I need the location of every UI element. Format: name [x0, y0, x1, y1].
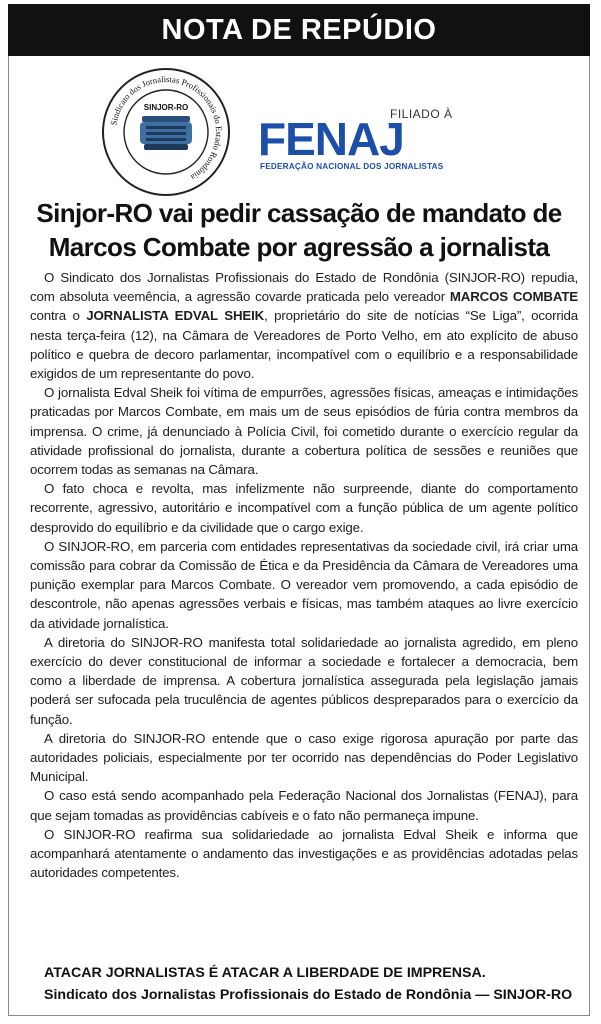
sinjor-ro-seal	[100, 66, 232, 198]
fenaj-full-name: FEDERAÇÃO NACIONAL DOS JORNALISTAS	[260, 162, 444, 171]
paragraph-1-text-c: contra o	[30, 308, 87, 324]
headline	[14, 196, 584, 264]
headline-line-1: Sinjor-RO vai pedir cassação de mandato de	[36, 198, 562, 228]
paragraph-4: O SINJOR-RO, em parceria com entidades representativas da sociedade civil, irá criar uma comissão para cobrar da Comissão de Ética e da Presidência da Câmara de Vereadores uma punição exemplar para Marcos Combate. O vereador vem promovendo, a cada episódio de descontrole, não apenas agressões verbais e físicas, mas também ataques ao livre exercício da atividade jornalística.	[30, 538, 578, 631]
headline-line-2: Marcos Combate por agressão a jornalista	[48, 232, 550, 262]
fenaj-affiliation-label: FILIADO À	[390, 107, 453, 121]
seal-label: SINJOR-RO	[143, 103, 189, 112]
paragraph-1-text-a: O Sindicato dos Jornalistas Profissionais do Estado de Rondônia (SINJOR-RO) repudia, com absoluta veemência, a agressão covarde praticada pelo vereador	[30, 270, 578, 305]
title-banner	[8, 4, 590, 56]
paragraph-7: O caso está sendo acompanhado pela Federação Nacional dos Jornalistas (FENAJ), para que sejam tomadas as providências cabíveis e o fato não permaneça impune.	[30, 788, 578, 823]
paragraph-1	[30, 268, 578, 383]
journalist-name: JORNALISTA EDVAL SHEIK	[86, 308, 265, 324]
paragraph-1-text-e: , proprietário do site de notícias “Se Liga”, ocorrida nesta terça-feira (12), na Câmara de Vereadores de Porto Velho, em ato explícito de abuso político e quebra de decoro parlamentar, incompatível com o equilíbrio e a responsabilidade exigidos de um representante do povo.	[30, 308, 578, 382]
closing-slogan: ATACAR JORNALISTAS É ATACAR A LIBERDADE DE IMPRENSA.	[44, 965, 486, 981]
paragraph-5: A diretoria do SINJOR-RO manifesta total solidariedade ao jornalista agredido, em pleno exercício do dever constitucional de informar a sociedade e fortalecer a democracia, bem como a liberdade de imprensa. A cobertura jornalística assegurada pela legislação jamais poderá ser sufocada pela truculência de agentes públicos despreparados para o exercício da função.	[30, 634, 578, 727]
fenaj-logo	[258, 106, 458, 176]
paragraph-6: A diretoria do SINJOR-RO entende que o caso exige rigorosa apuração por parte das autoridades policiais, especialmente por ter ocorrido nas dependências do Poder Legislativo Municipal.	[30, 730, 578, 785]
notice-title: NOTA DE REPÚDIO	[161, 13, 437, 46]
notice-body	[30, 268, 578, 883]
councilman-name: MARCOS COMBATE	[449, 289, 579, 305]
paragraph-3: O fato choca e revolta, mas infelizmente não surpreende, diante do comportamento recorrente, agressivo, autoritário e incompatível com a função pública de um agente político desprovido do equilíbrio e da civilidade que o cargo exige.	[30, 481, 578, 535]
paragraph-8: O SINJOR-RO reafirma sua solidariedade ao jornalista Edval Sheik e informa que acompanhará atentamente o andamento das investigações e as providências adotadas pelas autoridades competentes.	[30, 826, 578, 881]
seal-ring-text: Sindicato dos Jornalistas Profissionais do Estado Rondônia	[108, 73, 225, 183]
paragraph-2: O jornalista Edval Sheik foi vítima de empurrões, agressões físicas, ameaças e intimidações praticadas por Marcos Combate, em mais um de seus episódios de fúria contra membros da imprensa. O crime, já denunciado à Polícia Civil, foi cometido durante o exercício regular da atividade profissional do jornalista, durante a cobertura política de sessões e reuniões que ocorrem todas as semanas na Câmara.	[30, 385, 578, 478]
closing-block	[44, 962, 584, 1006]
typewriter-icon	[140, 116, 192, 150]
fenaj-wordmark: FENAJ	[258, 113, 404, 165]
closing-signature: Sindicato dos Jornalistas Profissionais do Estado de Rondônia — SINJOR-RO	[44, 987, 573, 1003]
